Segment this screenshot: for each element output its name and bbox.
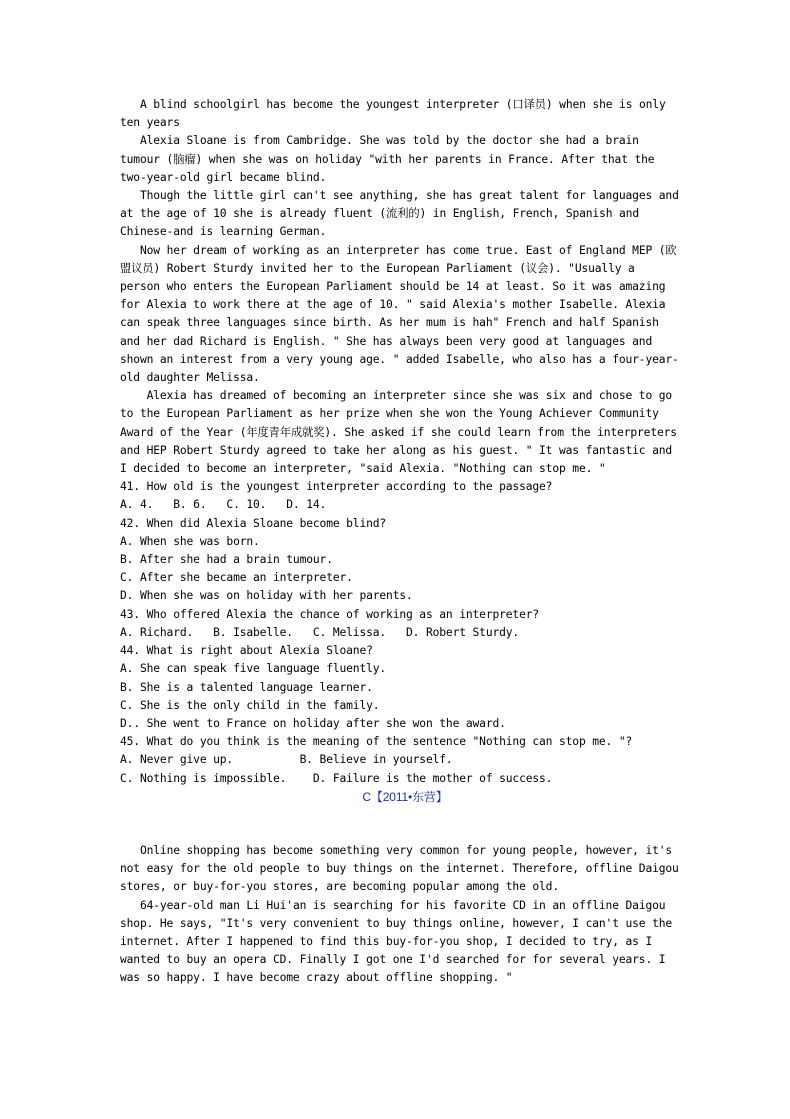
question-44-option-a: A. She can speak five language fluently. [120,662,387,676]
question-42: 42. When did Alexia Sloane become blind? [120,516,387,530]
question-44-option-d: D.. She went to France on holiday after she won the award. [120,716,506,730]
question-42-option-c: C. After she became an interpreter. [120,571,353,585]
paragraph-3: Now her dream of working as an interpreter has come true. East of England MEP (欧盟议员) Robert Sturdy invited her to the European Parliament (议会). "Usually a person who enters the European Parliament should be 14 at least. So it was amazing for Alexia to work there at the age of 10. " said Alexia's mother Isabelle. Alexia can speak three languages since birth. As her mum is hah" French and half Spanish and her dad Richard is English. " She has always been very good at languages and shown an interest from a very young age. " added Isabelle, who also has a four-year-old daughter Melissa. [120,243,679,385]
question-42-option-a: A. When she was born. [120,534,260,548]
question-43: 43. Who offered Alexia the chance of working as an interpreter? [120,607,540,621]
question-42-option-d: D. When she was on holiday with her parents. [120,589,413,603]
paragraph-2: Though the little girl can't see anything, she has great talent for languages and at the age of 10 she is already fluent (流利的) in English, French, Spanish and Chinese-and is learning German. [120,189,686,239]
question-41: 41. How old is the youngest interpreter according to the passage? [120,480,553,494]
passage-c [120,842,686,988]
passage-b [120,96,686,788]
document-page [120,96,686,988]
question-44: 44. What is right about Alexia Sloane? [120,644,373,658]
question-45-options-cd: C. Nothing is impossible. D. Failure is the mother of success. [120,771,553,785]
question-43-options: A. Richard. B. Isabelle. C. Melissa. D. Robert Sturdy. [120,625,520,639]
question-44-option-b: B. She is a talented language learner. [120,680,373,694]
paragraph-4: Alexia has dreamed of becoming an interpreter since she was six and chose to go to the European Parliament as her prize when she won the Young Achiever Community Award of the Year (年度青年成就奖). She asked if she could learn from the interpreters and HEP Robert Sturdy agreed to take her along as his guest. " It was fantastic and I decided to become an interpreter, "said Alexia. "Nothing can stop me. " [120,389,684,476]
question-41-options: A. 4. B. 6. C. 10. D. 14. [120,498,327,512]
paragraph-1: Alexia Sloane is from Cambridge. She was told by the doctor she had a brain tumour (脑瘤) when she was on holiday "with her parents in France. After that the two-year-old girl became blind. [120,134,662,184]
question-42-option-b: B. After she had a brain tumour. [120,553,333,567]
section-c-heading: C【2011•东营】 [362,789,448,804]
question-44-option-c: C. She is the only child in the family. [120,698,380,712]
paragraph-title: A blind schoolgirl has become the youngest interpreter (口译员) when she is only ten years [120,98,673,130]
question-list [120,478,680,787]
section-spacer [120,806,680,842]
question-45: 45. What do you think is the meaning of the sentence "Nothing can stop me. "? [120,735,633,749]
paragraph-c-1: Online shopping has become something very common for young people, however, it's not easy for the old people to buy things on the internet. Therefore, offline Daigou stores, or buy-for-you stores, are becoming popular among the old. [120,843,686,894]
paragraph-c-2: 64-year-old man Li Hui'an is searching for his favorite CD in an offline Daigou shop. He says, "It's very convenient to buy things online, however, I can't use the internet. After I happened to find this buy-for-you shop, I decided to try, as I wanted to buy an opera CD. Finally I got one I'd searched for for several years. I was so happy. I have become crazy about offline shopping. " [120,898,679,985]
question-45-options-ab: A. Never give up. B. Believe in yourself. [120,753,453,767]
